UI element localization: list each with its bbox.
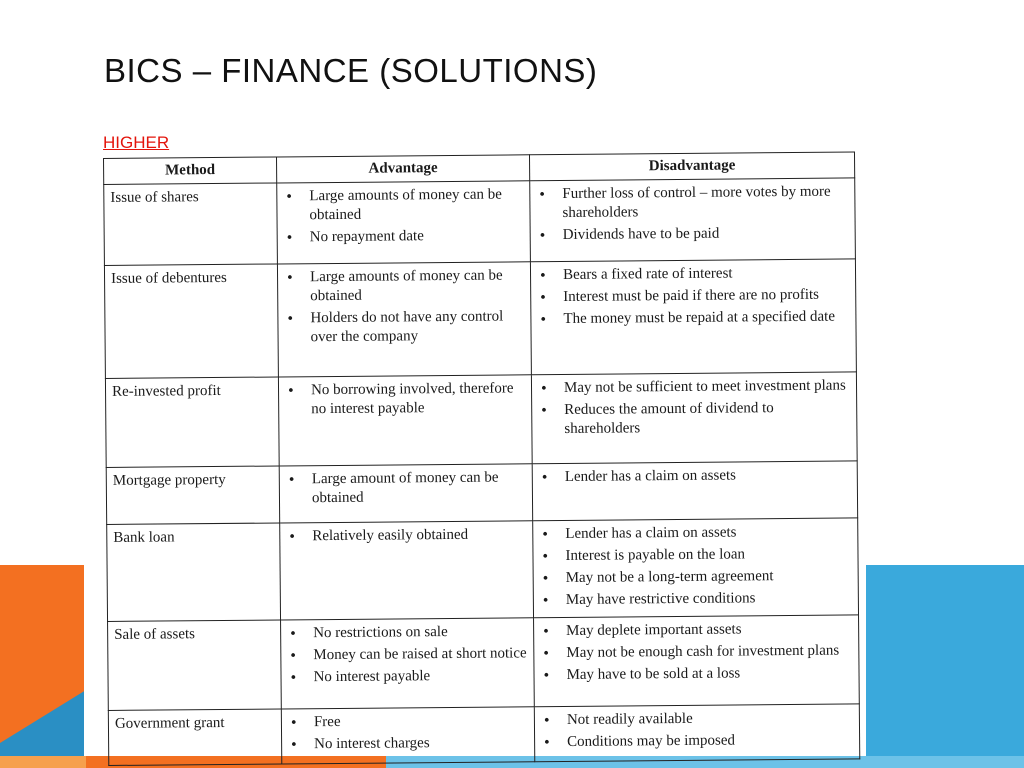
disadvantages-cell — [534, 615, 860, 707]
disadvantage-item: • The money must be repaid at a specified date — [537, 307, 849, 329]
disadvantages-cell — [530, 259, 856, 375]
column-header-method: Method — [104, 157, 277, 185]
disadvantage-item: • Reduces the amount of dividend to shareholders — [538, 398, 850, 439]
decorative-blue-block — [866, 565, 1024, 768]
column-header-advantage: Advantage — [276, 155, 529, 183]
disadvantages-cell — [530, 178, 856, 262]
advantage-item: • No borrowing involved, therefore no interest payable — [285, 379, 525, 419]
disadvantage-item: • Bears a fixed rate of interest — [537, 263, 849, 285]
disadvantages-cell — [533, 518, 859, 618]
table-row — [104, 259, 856, 379]
slide-title: BICS – FINANCE (SOLUTIONS) — [104, 52, 598, 89]
advantage-item: • Free — [288, 711, 528, 732]
advantages-cell — [281, 707, 534, 764]
advantage-item: • Large amounts of money can be obtained — [283, 185, 523, 225]
disadvantages-cell — [531, 372, 857, 464]
table-row — [104, 178, 856, 266]
disadvantage-item: • May not be sufficient to meet investment plans — [538, 376, 850, 398]
table-row — [105, 372, 857, 468]
disadvantage-item: • Dividends have to be paid — [537, 223, 849, 245]
table-row — [106, 461, 857, 525]
table-row — [108, 615, 860, 711]
disadvantage-item: • Interest must be paid if there are no profits — [537, 285, 849, 307]
scanned-table-image — [84, 152, 866, 756]
finance-methods-table — [103, 151, 860, 766]
advantage-item: • Money can be raised at short notice — [287, 644, 527, 665]
advantage-item: • No interest charges — [288, 733, 528, 754]
disadvantage-item: • May not be enough cash for investment plans — [540, 641, 852, 663]
advantages-cell — [280, 521, 534, 620]
disadvantage-item: • Interest is payable on the loan — [539, 544, 851, 566]
disadvantages-cell — [534, 704, 859, 762]
advantages-cell — [279, 464, 532, 523]
advantage-item: • No interest payable — [287, 666, 527, 687]
disadvantage-item: • Not readily available — [541, 708, 853, 730]
advantage-item: • Large amount of money can be obtained — [286, 468, 526, 508]
advantages-cell — [278, 375, 532, 466]
advantage-item: • No repayment date — [284, 226, 524, 247]
section-label: HIGHER — [103, 133, 170, 152]
advantage-item: • No restrictions on sale — [287, 622, 527, 643]
advantage-item: • Holders do not have any control over the company — [284, 307, 524, 347]
table-row — [107, 518, 859, 622]
advantage-item: • Large amounts of money can be obtained — [284, 266, 524, 306]
advantages-cell — [281, 618, 535, 709]
disadvantage-item: • May have restrictive conditions — [540, 588, 852, 610]
column-header-disadvantage: Disadvantage — [529, 152, 854, 181]
disadvantage-item: • May deplete important assets — [540, 619, 852, 641]
method-cell: Bank loan — [107, 523, 281, 622]
advantages-cell — [277, 181, 531, 264]
table-row — [108, 704, 859, 766]
disadvantage-item: • Conditions may be imposed — [541, 730, 853, 752]
method-cell: Mortgage property — [106, 466, 279, 525]
disadvantage-item: • Lender has a claim on assets — [539, 465, 851, 487]
method-cell: Issue of debentures — [104, 264, 278, 379]
disadvantage-item: • Lender has a claim on assets — [539, 522, 851, 544]
advantage-item: • Relatively easily obtained — [286, 525, 526, 546]
disadvantages-cell — [532, 461, 857, 521]
method-cell: Issue of shares — [104, 183, 278, 266]
method-cell: Sale of assets — [108, 620, 282, 711]
method-cell: Government grant — [108, 709, 281, 766]
disadvantage-item: • May not be a long-term agreement — [540, 566, 852, 588]
method-cell: Re-invested profit — [105, 377, 279, 468]
disadvantage-item: • Further loss of control – more votes by more shareholders — [536, 182, 848, 223]
disadvantage-item: • May have to be sold at a loss — [540, 663, 852, 685]
advantages-cell — [277, 262, 531, 377]
